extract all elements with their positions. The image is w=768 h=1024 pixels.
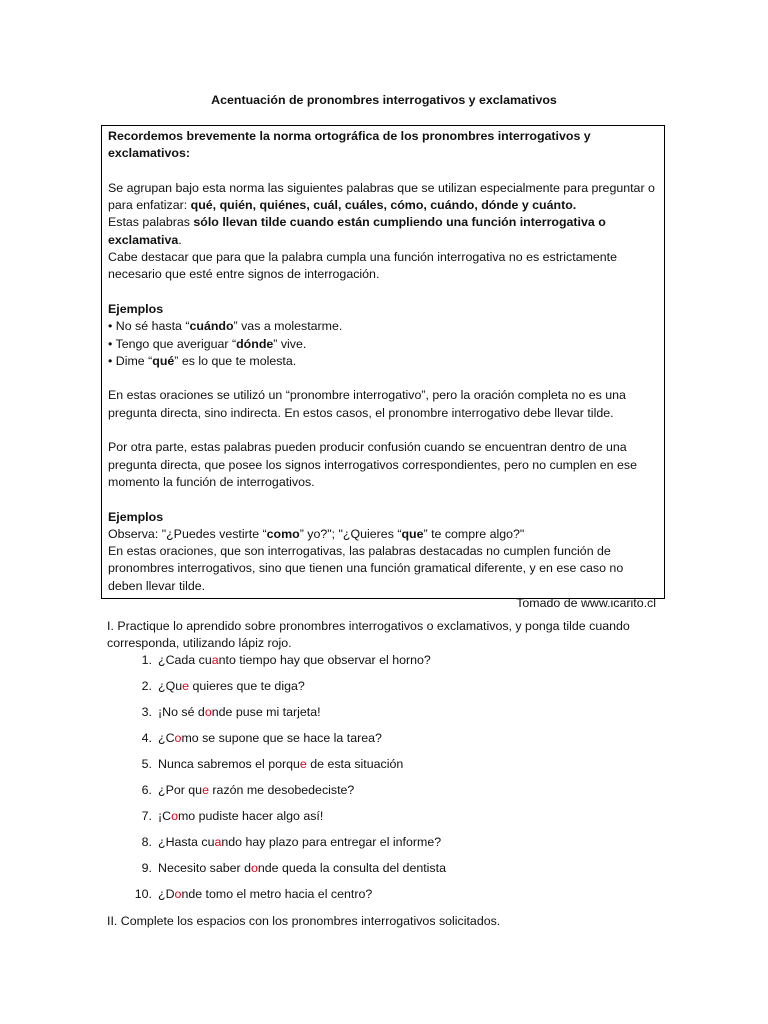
exercise-item: 1. ¿Cada cuanto tiempo hay que observar el horno? <box>141 653 431 667</box>
exercise-item: 6. ¿Por que razón me desobedeciste? <box>141 783 355 797</box>
highlighted-vowel: a <box>214 835 222 849</box>
highlighted-vowel: e <box>299 757 307 771</box>
highlighted-vowel: a <box>211 653 219 667</box>
exercise-item: 5. Nunca sabremos el porque de esta situación <box>141 757 404 771</box>
highlighted-vowel: o <box>174 731 182 745</box>
example-item: • Tengo que averiguar “dónde” vive. <box>108 336 307 351</box>
example-item: • No sé hasta “cuándo” vas a molestarme. <box>108 319 343 334</box>
box-heading: Recordemos brevemente la norma ortográfica de los pronombres interrogativos y exclamativos: <box>108 129 591 161</box>
exercise-item: 4. ¿Como se supone que se hace la tarea? <box>141 731 382 745</box>
exercise-list <box>126 652 446 912</box>
exercise-item: 9. Necesito saber donde queda la consulta del dentista <box>141 861 446 875</box>
source-credit: Tomado de www.icarito.cl <box>516 596 656 611</box>
highlighted-vowel: o <box>174 887 182 901</box>
exercise-item: 7. ¡Como pudiste hacer algo así! <box>141 809 324 823</box>
highlighted-vowel: o <box>171 809 178 823</box>
example-item: • Dime “qué” es lo que te molesta. <box>108 353 297 368</box>
box-paragraph-5: Por otra parte, estas palabras pueden producir confusión cuando se encuentran dentro de una pregunta directa, que posee los signos interrogativos correspondientes, pero no cumplen en ese momento la función de interrogativos. <box>108 440 637 489</box>
exercise-item: 3. ¡No sé donde puse mi tarjeta! <box>141 705 321 719</box>
exercise-item: 8. ¿Hasta cuando hay plazo para entregar el informe? <box>141 835 442 849</box>
highlighted-vowel: e <box>182 679 190 693</box>
box-paragraph-1: Se agrupan bajo esta norma las siguientes palabras que se utilizan especialmente para preguntar o para enfatizar: qué, quién, quiénes, cuál, cuáles, cómo, cuándo, dónde y cuánto. <box>108 180 655 213</box>
highlighted-vowel: o <box>204 705 212 719</box>
examples-heading: Ejemplos <box>108 301 164 316</box>
box-paragraph-3: Cabe destacar que para que la palabra cumpla una función interrogativa no es estrictamente necesario que esté entre signos de interrogación. <box>108 250 618 282</box>
box-paragraph-4: En estas oraciones se utilizó un “pronombre interrogativo”, pero la oración completa no es una pregunta directa, sino indirecta. En estos casos, el pronombre interrogativo debe llevar tilde. <box>108 388 626 420</box>
highlighted-vowel: e <box>202 783 209 797</box>
document-title: Acentuación de pronombres interrogativos y exclamativos <box>211 93 557 107</box>
rule-box <box>101 125 665 611</box>
exercise-item: 2. ¿Que quieres que te diga? <box>141 679 305 693</box>
highlighted-vowel: o <box>250 861 258 875</box>
box-paragraph-6: En estas oraciones, que son interrogativas, las palabras destacadas no cumplen función de pronombres interrogativos, sino que tienen una función gramatical diferente, y en ese caso no deben llevar tilde. <box>108 544 624 593</box>
box-paragraph-2: Estas palabras sólo llevan tilde cuando están cumpliendo una función interrogativa o exclamativa. <box>108 215 606 247</box>
examples2-heading: Ejemplos <box>108 509 164 524</box>
instructions-part-1: I. Practique lo aprendido sobre pronombres interrogativos o exclamativos, y ponga tilde cuando corresponda, utilizando lápiz rojo. <box>107 619 630 650</box>
exercise-item: 10. ¿Donde tomo el metro hacia el centro? <box>134 887 373 901</box>
observa-line: Observa: "¿Puedes vestirte “como” yo?"; "¿Quieres “que” te compre algo?" <box>108 526 525 541</box>
instructions-part-2: II. Complete los espacios con los pronombres interrogativos solicitados. <box>107 914 501 928</box>
